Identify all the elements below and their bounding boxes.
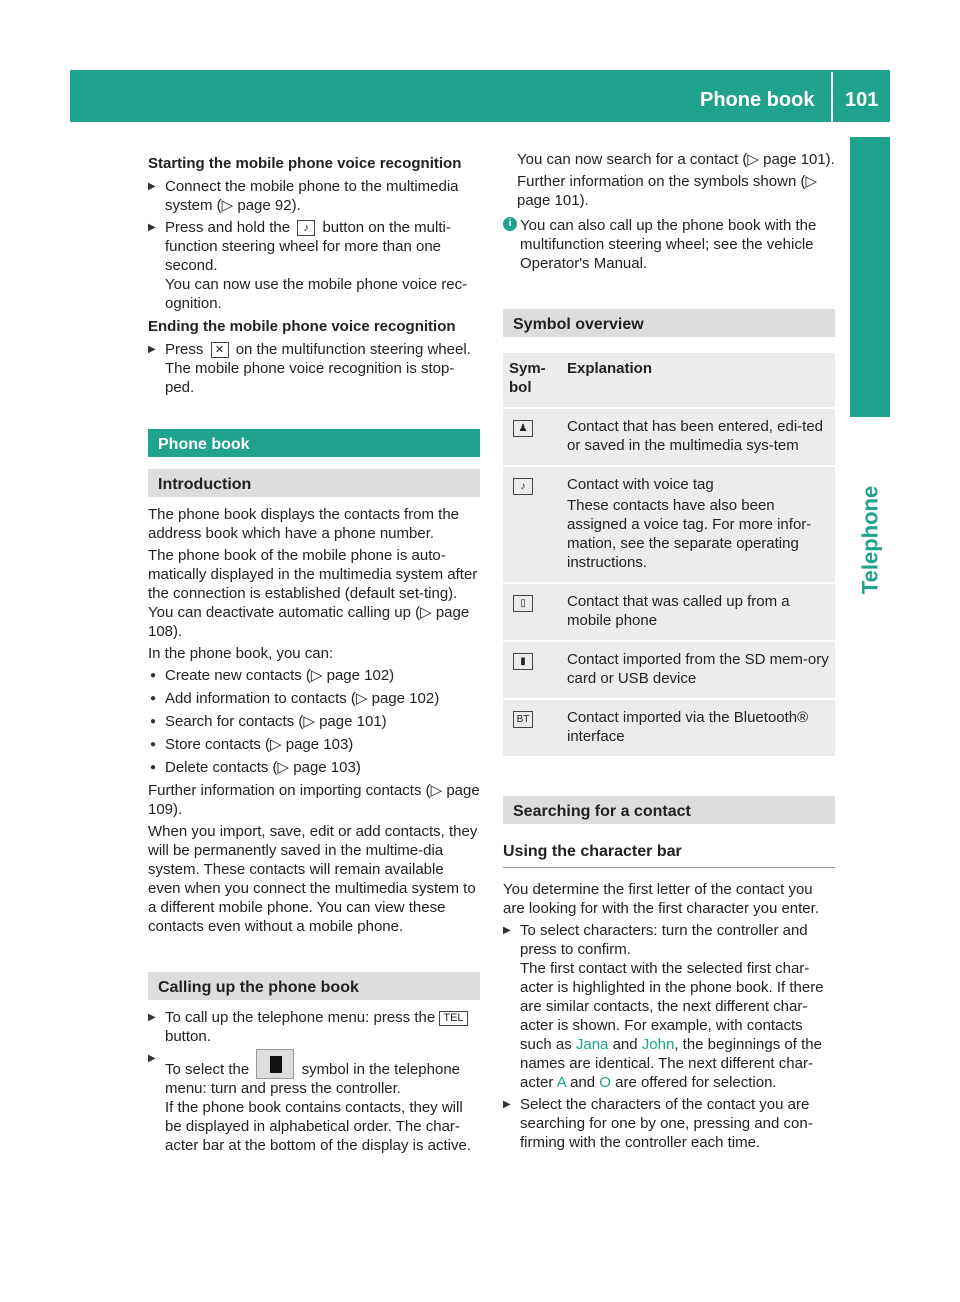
example-char-a: A [556,1074,566,1091]
info-note [503,216,835,273]
row-text: Contact imported via the Bluetooth® interface [567,709,809,745]
explanation-column-header: Explanation [561,353,835,407]
symbol-overview-header: Symbol overview [503,309,835,337]
result-part-2: , the beginnings of the names are identical. The next different char-acter [520,1036,822,1091]
table-row [503,584,835,640]
end-step [148,340,480,397]
search-step-1 [503,921,835,1092]
row-extra-text: These contacts have also been assigned a voice tag. For more infor-mation, see the separate operating instructions. [567,497,812,571]
row-text: Contact with voice tag [567,476,714,493]
table-row [503,700,835,756]
intro-bullet: ● Delete contacts (▷ page 103) [148,758,480,777]
side-label: Telephone [857,485,883,595]
call-step-1-pre: To call up the telephone menu: press the [165,1009,436,1026]
info-icon: i [503,217,517,231]
result-part-3: are offered for selection. [615,1074,777,1091]
start-voice-heading: Starting the mobile phone voice recognition [148,155,462,172]
intro-bullet: ● Store contacts (▷ page 103) [148,735,480,754]
search-step-1-text: ▶ To select characters: turn the controller and press to confirm. [520,922,808,958]
call-step-2-post: symbol in the telephone menu: turn and press the controller. [165,1061,460,1097]
end-step-post: on the multifunction steering wheel. [235,341,471,358]
table-row [503,409,835,465]
intro-paragraph-3: In the phone book, you can: [148,645,334,662]
row-text: Contact imported from the SD mem-ory card or USB device [567,651,829,687]
end-voice-heading: Ending the mobile phone voice recognition [148,318,456,335]
right-column [503,150,835,1155]
start-step-1: ▶ Connect the mobile phone to the multimedia system (▷ page 92). [148,177,480,215]
call-step-1 [148,1008,480,1046]
and-word: and [570,1074,596,1091]
intro-paragraph-1: The phone book displays the contacts from the address book which have a phone number. [148,506,460,542]
table-row [503,642,835,698]
calling-up-header: Calling up the phone book [148,972,480,1000]
intro-paragraph-4: Further information on importing contacts (▷ page 109). [148,782,480,818]
start-step-2 [148,218,480,313]
phone-book-section-header: Phone book [148,429,480,457]
end-step-pre: Press [165,341,204,358]
searching-header: Searching for a contact [503,796,835,824]
continued-paragraph-2: Further information on the symbols shown (▷ page 101). [517,173,817,209]
sd-usb-contact-icon: ▮ [513,653,533,670]
character-bar-title: Using the character bar [503,832,835,868]
voice-button-icon: ♪ [297,220,315,236]
mobile-phone-contact-icon: ▯ [513,595,533,612]
search-step-2: ▶ Select the characters of the contact you are searching for one by one, pressing and con-firming with the controller each time. [503,1095,835,1152]
bluetooth-contact-icon: BT [513,711,533,728]
header-title: Phone book [700,89,815,111]
intro-bullet: ● Create new contacts (▷ page 102) [148,666,480,685]
call-step-2-result: If the phone book contains contacts, they will be displayed in alphabetical order. The char-acter bar at the bottom of the display is active. [165,1099,471,1154]
intro-bullet: ● Add information to contacts (▷ page 102) [148,689,480,708]
side-tab [850,137,890,417]
row-text: Contact that has been entered, edi-ted or saved in the multimedia sys-tem [567,418,824,454]
page-number: 101 [845,89,879,111]
intro-paragraph-2: The phone book of the mobile phone is auto-matically displayed in the multimedia system after the connection is established (default set-ting). You can deactivate automatic calling up (▷ page 108). [148,547,478,640]
start-step-2-result: You can now use the mobile phone voice rec-ognition. [165,276,468,312]
search-step-1-result [520,959,835,1092]
start-step-2-pre: Press and hold the [165,219,291,236]
example-john: John [641,1036,675,1053]
symbol-column-header: Sym-bol [503,353,561,407]
voice-tag-icon: ♪ [513,478,533,495]
call-step-2 [148,1049,480,1155]
symbol-table [503,351,835,758]
start-step-2-post: button on the multi-function steering wheel for more than one second. [165,219,451,274]
phonebook-symbol-icon [256,1049,294,1079]
introduction-header: Introduction [148,469,480,497]
end-call-icon: ✕ [211,342,229,358]
contact-entered-icon: ♟ [513,420,533,437]
call-step-1-post: button. [165,1028,211,1045]
result-part-1: The first contact with the selected first char-acter is highlighted in the phone book. If there are similar contacts, the next different char-acter is shown. For example, with contacts such as [520,960,824,1053]
example-char-o: O [599,1074,611,1091]
end-step-result: The mobile phone voice recognition is stop-ped. [165,360,455,396]
call-step-2-pre: To select the [165,1061,250,1078]
row-text: Contact that was called up from a mobile phone [567,593,790,629]
tel-key-icon: TEL [439,1011,467,1026]
example-jana: Jana [575,1036,609,1053]
header-divider [831,72,833,122]
info-text: You can also call up the phone book with the multifunction steering wheel; see the vehicle Operator's Manual. [520,217,817,272]
left-column [148,150,480,1158]
search-paragraph: You determine the first letter of the contact you are looking for with the first character you enter. [503,881,819,917]
table-row [503,467,835,582]
continued-paragraph-1: You can now search for a contact (▷ page 101). [517,151,835,168]
intro-bullet: ● Search for contacts (▷ page 101) [148,712,480,731]
intro-paragraph-5: When you import, save, edit or add contacts, they will be permanently saved in the multime-dia system. These contacts will remain available even when you connect the multimedia system to a different mobile phone. You can view these contacts even without a mobile phone. [148,823,478,935]
and-word: and [612,1036,638,1053]
symbol-table-header-row [503,353,835,407]
